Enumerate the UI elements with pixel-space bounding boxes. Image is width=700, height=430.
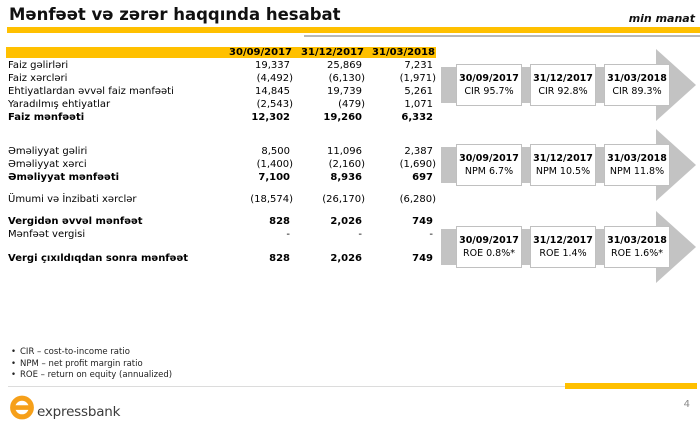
table-row — [6, 145, 436, 158]
logo-text: expressbank — [37, 404, 121, 420]
ratio-box — [456, 144, 522, 186]
ratio-box-value: NPM 10.5% — [535, 166, 591, 177]
row-value: 7,231 — [404, 60, 433, 71]
logo-e-icon — [8, 394, 36, 422]
row-value: 828 — [269, 216, 290, 227]
ratio-box-date: 30/09/2017 — [459, 73, 519, 84]
footnote-text: CIR – cost-to-income ratio — [20, 347, 130, 357]
ratio-box — [530, 226, 596, 268]
ratio-box-date: 31/12/2017 — [533, 235, 593, 246]
table-row — [6, 193, 436, 206]
row-label: Mənfəət vergisi — [8, 229, 86, 240]
footnote-item — [11, 370, 172, 382]
bullet-icon: • — [11, 347, 17, 357]
column-header-date: 30/09/2017 — [229, 47, 292, 58]
ratio-box-value: CIR 89.3% — [612, 86, 662, 97]
ratio-box-value: NPM 11.8% — [609, 166, 665, 177]
row-value: 19,337 — [255, 60, 290, 71]
column-header-date: 31/03/2018 — [372, 47, 435, 58]
row-value: 7,100 — [258, 172, 290, 183]
row-label: Vergi çıxıldıqdan sonra mənfəət — [8, 253, 189, 264]
row-value: 8,936 — [330, 172, 362, 183]
ratio-box-value: NPM 6.7% — [464, 166, 514, 177]
row-value: (4,492) — [256, 73, 293, 84]
bullet-icon: • — [11, 370, 17, 380]
footer-accent-bar — [565, 383, 697, 389]
cir-arrow-group — [441, 49, 697, 121]
row-label: Ümumi və İnzibati xərclər — [8, 194, 137, 205]
row-value: (479) — [338, 99, 365, 110]
row-value: (2,160) — [328, 159, 365, 170]
row-label: Vergidən əvvəl mənfəət — [8, 216, 143, 227]
expressbank-logo — [8, 394, 120, 422]
row-label: Yaradılmış ehtiyatlar — [8, 99, 111, 110]
row-value: (26,170) — [322, 194, 365, 205]
table-row-total — [6, 111, 436, 124]
footnotes — [11, 347, 172, 382]
row-value: 19,260 — [323, 112, 362, 123]
table-row — [6, 85, 436, 98]
ratio-box — [604, 144, 670, 186]
ratio-box — [530, 64, 596, 106]
row-value: (2,543) — [256, 99, 293, 110]
row-value: 1,071 — [404, 99, 433, 110]
pl-table — [6, 47, 436, 265]
row-label: Ehtiyatlardan əvvəl faiz mənfəəti — [8, 86, 174, 97]
ratio-box — [456, 226, 522, 268]
ratio-box-date: 30/09/2017 — [459, 153, 519, 164]
ratio-box — [456, 64, 522, 106]
row-value: (18,574) — [250, 194, 293, 205]
npm-arrow-group — [441, 129, 697, 201]
row-value: 2,387 — [404, 146, 433, 157]
ratio-box — [604, 226, 670, 268]
ratio-box-date: 31/12/2017 — [533, 73, 593, 84]
row-value: 19,739 — [327, 86, 362, 97]
row-value: 14,845 — [255, 86, 290, 97]
row-value: 2,026 — [330, 216, 362, 227]
ratio-box-value: ROE 1.6%* — [611, 248, 663, 259]
table-row — [6, 72, 436, 85]
footnote-text: NPM – net profit margin ratio — [20, 358, 143, 369]
ratio-box-value: CIR 95.7% — [464, 86, 514, 97]
roe-arrow-group — [441, 211, 697, 283]
footnote-item — [11, 359, 172, 371]
ratio-box — [604, 64, 670, 106]
row-value: 749 — [412, 253, 433, 264]
title-accent-bar — [7, 27, 700, 33]
row-value: - — [429, 229, 433, 240]
row-label: Əməliyyat gəliri — [8, 146, 88, 157]
row-value: 6,332 — [401, 112, 433, 123]
table-row — [6, 228, 436, 241]
column-header-date: 31/12/2017 — [301, 47, 364, 58]
row-label: Əməliyyat xərci — [8, 159, 87, 170]
ratio-box-date: 31/03/2018 — [607, 73, 667, 84]
footer-divider — [8, 386, 565, 387]
ratio-box-date: 31/03/2018 — [607, 153, 667, 164]
table-row-total — [6, 171, 436, 184]
row-value: 697 — [412, 172, 433, 183]
row-value: (1,971) — [399, 73, 436, 84]
table-row-total — [6, 215, 436, 228]
table-row-total — [6, 252, 436, 265]
table-row — [6, 98, 436, 111]
page-title: Mənfəət və zərər haqqında hesabat — [9, 5, 341, 24]
row-value: - — [286, 229, 290, 240]
row-value: 5,261 — [404, 86, 433, 97]
page-number: 4 — [683, 399, 690, 410]
table-header-spacer — [6, 47, 221, 58]
row-value: 11,096 — [327, 146, 362, 157]
footnote-text: ROE – return on equity (annualized) — [20, 370, 173, 380]
table-row — [6, 158, 436, 171]
row-label: Faiz mənfəəti — [8, 112, 85, 123]
ratio-box-value: ROE 0.8%* — [463, 248, 515, 259]
table-row — [6, 59, 436, 72]
row-value: 2,026 — [330, 253, 362, 264]
ratio-box-date: 31/03/2018 — [607, 235, 667, 246]
row-value: 828 — [269, 253, 290, 264]
ratio-box-date: 31/12/2017 — [533, 153, 593, 164]
unit-label: min manat — [628, 12, 695, 25]
title-gray-line — [304, 35, 700, 37]
bullet-icon: • — [11, 358, 17, 369]
row-value: 25,869 — [327, 60, 362, 71]
row-label: Əməliyyat mənfəəti — [8, 172, 120, 183]
row-value: (6,130) — [328, 73, 365, 84]
row-value: 12,302 — [251, 112, 290, 123]
ratio-box-value: CIR 92.8% — [538, 86, 588, 97]
row-value: - — [358, 229, 362, 240]
row-label: Faiz gəlirləri — [8, 60, 69, 71]
row-value: (6,280) — [399, 194, 436, 205]
ratio-box-value: ROE 1.4% — [539, 248, 587, 259]
row-label: Faiz xərcləri — [8, 73, 68, 84]
ratio-box — [530, 144, 596, 186]
row-value: 8,500 — [261, 146, 290, 157]
row-value: (1,400) — [256, 159, 293, 170]
table-header-row — [6, 47, 436, 58]
row-value: 749 — [412, 216, 433, 227]
footnote-item — [11, 347, 172, 359]
ratio-box-date: 30/09/2017 — [459, 235, 519, 246]
row-value: (1,690) — [399, 159, 436, 170]
